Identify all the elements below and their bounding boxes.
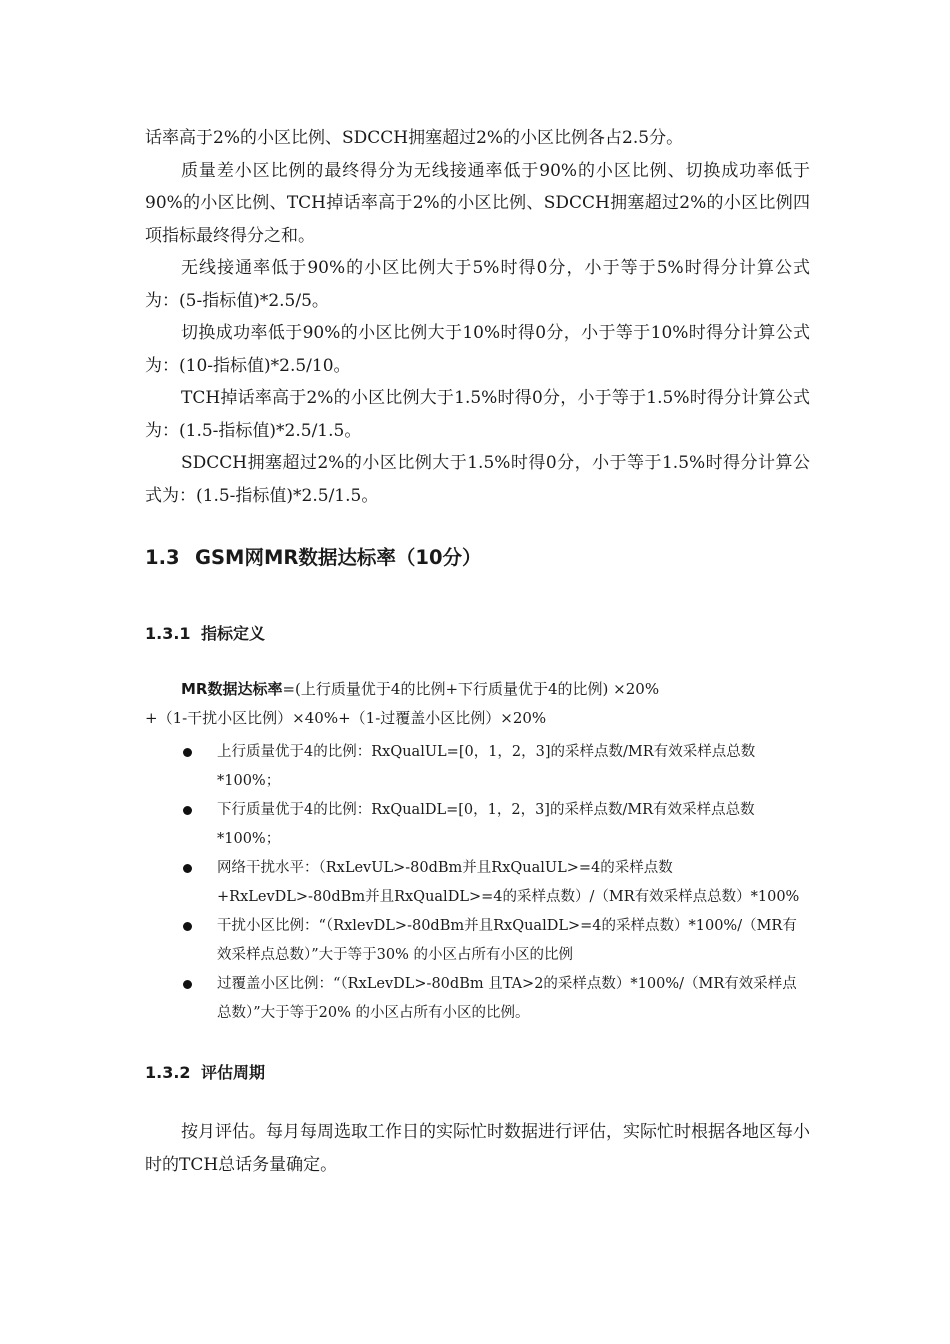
section-heading-1-3 <box>145 542 482 570</box>
paragraph: 切换成功率低于90%的小区比例大于10%时得0分，小于等于10%时得分计算公式为：(10-指标值)*2.5/10。 <box>145 323 810 376</box>
paragraph: SDCCH拥塞超过2%的小区比例大于1.5%时得0分，小于等于1.5%时得分计算公式为：(1.5-指标值)*2.5/1.5。 <box>145 453 810 506</box>
section-number: 1.3.1 <box>145 624 191 643</box>
list-item-text: 过覆盖小区比例：“（RxLevDL>-80dBm 且TA>2的采样点数）*100%/（MR有效采样点总数）”大于等于20% 的小区占所有小区的比例。 <box>217 976 797 1021</box>
section-title: 指标定义 <box>201 624 266 643</box>
formula-line-2: +（1-干扰小区比例）×40%+（1-过覆盖小区比例）×20% <box>145 709 547 727</box>
definition-list <box>181 738 809 1028</box>
bullet-icon <box>183 980 192 989</box>
formula-line-1 <box>145 675 810 704</box>
list-item <box>181 970 809 1028</box>
score-rules-block <box>145 122 810 512</box>
period-block <box>145 1116 810 1181</box>
list-item <box>181 912 809 970</box>
list-item <box>181 854 809 912</box>
bullet-icon <box>183 922 192 931</box>
formula-text: =(上行质量优于4的比例+下行质量优于4的比例) ×20% <box>282 680 660 698</box>
section-title: GSM网MR数据达标率（10分） <box>195 546 482 569</box>
section-title: 评估周期 <box>201 1063 266 1082</box>
bullet-icon <box>183 806 192 815</box>
formula-label: MR数据达标率 <box>181 680 283 698</box>
list-item-text: 干扰小区比例：“（RxlevDL>-80dBm并且RxQualDL>=4的采样点数）*100%/（MR有效采样点总数）”大于等于30% 的小区占所有小区的比例 <box>217 918 797 963</box>
paragraph: 话率高于2%的小区比例、SDCCH拥塞超过2%的小区比例各占2.5分。 <box>145 128 684 148</box>
section-heading-1-3-2 <box>145 1060 265 1083</box>
paragraph: TCH掉话率高于2%的小区比例大于1.5%时得0分，小于等于1.5%时得分计算公式为：(1.5-指标值)*2.5/1.5。 <box>145 388 810 441</box>
list-item-text: 上行质量优于4的比例：RxQualUL=[0，1，2，3]的采样点数/MR有效采样点总数*100%； <box>217 744 756 789</box>
bullet-icon <box>183 864 192 873</box>
paragraph: 质量差小区比例的最终得分为无线接通率低于90%的小区比例、切换成功率低于90%的小区比例、TCH掉话率高于2%的小区比例、SDCCH拥塞超过2%的小区比例四项指标最终得分之和。 <box>145 160 810 246</box>
section-heading-1-3-1 <box>145 621 265 644</box>
paragraph: 按月评估。每月每周选取工作日的实际忙时数据进行评估，实际忙时根据各地区每小时的TCH总话务量确定。 <box>145 1122 810 1175</box>
bullet-icon <box>183 748 192 757</box>
list-item <box>181 796 809 854</box>
list-item-text: 下行质量优于4的比例：RxQualDL=[0，1，2，3]的采样点数/MR有效采样点总数*100%； <box>217 802 755 847</box>
formula-block <box>145 675 810 733</box>
list-item-text: 网络干扰水平：（RxLevUL>-80dBm并且RxQualUL>=4的采样点数+RxLevDL>-80dBm并且RxQualDL>=4的采样点数）/（MR有效采样点总数）*100% <box>217 860 800 905</box>
list-item <box>181 738 809 796</box>
section-number: 1.3.2 <box>145 1063 191 1082</box>
paragraph: 无线接通率低于90%的小区比例大于5%时得0分，小于等于5%时得分计算公式为：(5-指标值)*2.5/5。 <box>145 258 810 311</box>
section-number: 1.3 <box>145 546 180 569</box>
